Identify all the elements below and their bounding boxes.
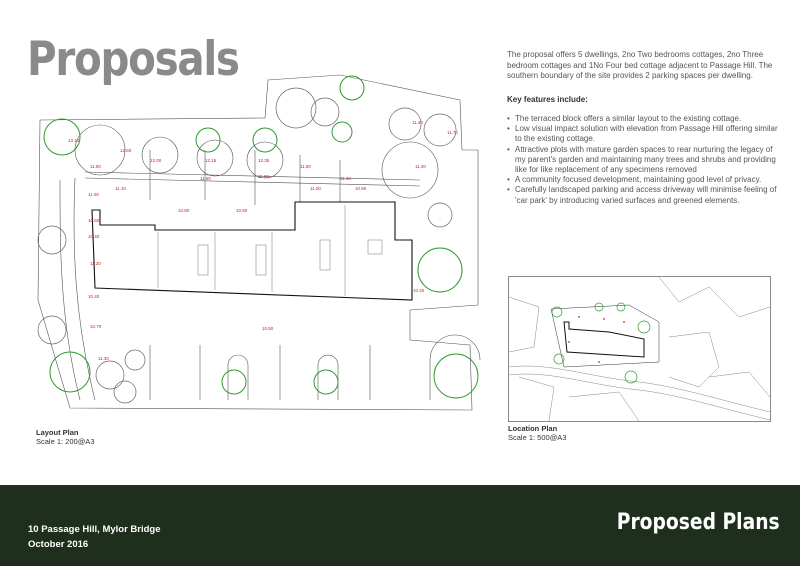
level-label: 10.80	[178, 208, 190, 213]
level-marker	[603, 318, 605, 320]
level-label: 10.40	[88, 234, 100, 239]
tree-symbol	[314, 370, 338, 394]
level-label: 11.70	[447, 130, 458, 135]
shrub-symbol	[96, 361, 124, 389]
road	[509, 374, 770, 420]
key-feature-item: • The terraced block offers a similar layout to the existing cottage.	[507, 114, 782, 124]
tree-symbol	[222, 370, 246, 394]
neighbour-plot	[709, 372, 770, 397]
tree-symbol	[340, 76, 364, 100]
level-marker	[623, 321, 625, 323]
tree-symbol	[617, 303, 625, 311]
level-label: 11.40	[340, 176, 351, 181]
layout-plan-scale: Scale 1: 200@A3	[36, 437, 95, 446]
location-plan-scale: Scale 1: 500@A3	[508, 433, 567, 442]
key-feature-item: • Carefully landscaped parking and access driveway will minimise feeling of 'car park' by introducing varied surfaces and greened elements.	[507, 185, 782, 205]
footer-heading: Proposed Plans	[617, 510, 780, 535]
garden-circle	[142, 137, 178, 173]
footer-address: 10 Passage Hill, Mylor Bridge	[28, 524, 161, 535]
shrub-symbol	[114, 381, 136, 403]
location-plan-caption	[508, 424, 566, 442]
level-label: 12.60	[120, 148, 132, 153]
level-label: 11.20	[90, 261, 101, 266]
level-label: 13.10	[68, 138, 80, 143]
level-label: 10.40	[413, 288, 425, 293]
site-outline	[551, 305, 659, 367]
shrub-symbol	[311, 98, 339, 126]
page-title: Proposals	[27, 32, 239, 87]
tree-symbol	[554, 354, 564, 364]
shrub-symbol	[125, 350, 145, 370]
tree-symbol	[434, 354, 478, 398]
level-label: 11.00	[310, 186, 321, 191]
location-plan-drawing	[509, 277, 770, 421]
key-feature-item: • Attractive plots with mature garden spaces to rear nurturing the legacy of my parent's garden and maintaining many trees and shrubs and providing like for like replacement of any specimens removed	[507, 145, 782, 176]
layout-plan-drawing	[30, 60, 490, 420]
level-label: 11.40	[415, 164, 426, 169]
footer-address-block	[28, 522, 161, 552]
level-label: 12.35	[258, 158, 270, 163]
level-label: 10.60	[88, 218, 100, 223]
tree-symbol	[418, 248, 462, 292]
level-label: 10.40	[88, 294, 100, 299]
key-feature-item: • A community focused development, maintaining good level of privacy.	[507, 175, 782, 185]
level-marker	[578, 316, 580, 318]
neighbour-plot	[519, 377, 554, 421]
neighbour-plot	[659, 277, 770, 317]
location-plan-title: Location Plan	[508, 424, 558, 433]
level-label: 10.50	[262, 326, 274, 331]
level-label: 11.40	[412, 120, 423, 125]
garden-circle	[382, 142, 438, 198]
road	[509, 366, 770, 412]
key-features-heading: Key features include:	[507, 95, 588, 104]
layout-plan-caption	[36, 428, 94, 446]
terraced-block-outline	[564, 322, 644, 357]
level-label: 11.10	[115, 186, 126, 191]
neighbour-plot	[509, 297, 539, 352]
tree-symbol	[332, 122, 352, 142]
level-label: 11.00	[88, 192, 99, 197]
level-label: 10.90	[355, 186, 367, 191]
shrub-symbol	[428, 203, 452, 227]
tree-symbol	[595, 303, 603, 311]
level-label: 12.15	[205, 158, 217, 163]
level-label: 11.80	[258, 174, 269, 179]
terraced-block-outline	[92, 202, 412, 300]
tree-symbol	[50, 352, 90, 392]
level-label: 10.80	[236, 208, 248, 213]
level-label: 10.70	[90, 324, 102, 329]
level-label: 11.80	[90, 164, 101, 169]
key-features-list	[507, 114, 782, 206]
location-plan-frame	[508, 276, 771, 422]
key-feature-item: • Low visual impact solution with elevation from Passage Hill offering similar to the existing cottage.	[507, 124, 782, 144]
footer-date: October 2016	[28, 539, 89, 550]
tree-symbol	[44, 119, 80, 155]
tree-symbol	[253, 128, 277, 152]
garden-path	[85, 178, 420, 186]
neighbour-plot	[569, 392, 639, 421]
level-marker	[568, 341, 570, 343]
level-label: 11.60	[200, 176, 211, 181]
intro-paragraph: The proposal offers 5 dwellings, 2no Two bedrooms cottages, 2no Three bedroom cottages and 1No Four bed cottage adjacent to Passage Hill. The southern boundary of the site provides 2 parking spaces per dwelling.	[507, 50, 773, 81]
shrub-symbol	[38, 226, 66, 254]
level-marker	[598, 361, 600, 363]
shrub-symbol	[276, 88, 316, 128]
layout-plan-title: Layout Plan	[36, 428, 79, 437]
neighbour-plot	[669, 332, 719, 387]
level-label: 11.30	[98, 356, 109, 361]
level-label: 12.00	[150, 158, 162, 163]
tree-symbol	[638, 321, 650, 333]
level-label: 11.50	[300, 164, 311, 169]
shrub-symbol	[38, 316, 66, 344]
